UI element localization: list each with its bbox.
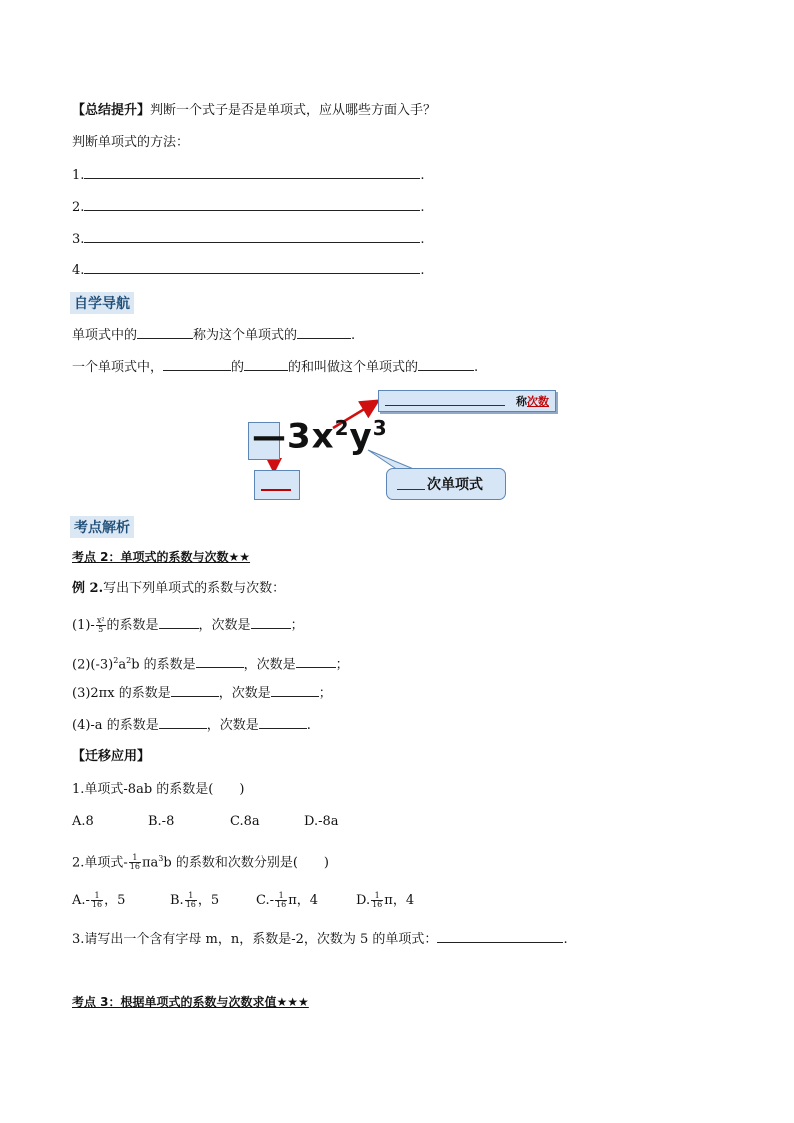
method-label: 判断单项式的方法：	[72, 135, 190, 150]
monomial-expression: $—3x^2y^3$	[252, 416, 388, 457]
self-study-heading: 自学导航	[70, 292, 134, 314]
method-item-4: 4. .	[72, 263, 425, 278]
question-2: $(2)(-3)^2a^2b$ 的系数是 ，次数是 ；	[72, 656, 349, 673]
method-item-3: 3. .	[72, 232, 425, 247]
transfer-tag: 【迁移应用】	[72, 749, 151, 764]
summary-question: 【总结提升】判断一个式子是否是单项式，应从哪些方面入手？	[72, 103, 437, 118]
transfer-q1-options: A.8 B.-8 C.8a D.-8a	[72, 814, 339, 829]
summary-tag: 【总结提升】	[72, 103, 151, 118]
transfer-question-1: 1.单项式-8ab 的系数是( )	[72, 782, 245, 797]
self-study-line-2: 一个单项式中， 的 的和叫做这个单项式的 .	[72, 360, 479, 375]
coefficient-answer-box	[254, 470, 300, 500]
degree-answer-box: 称次数	[378, 390, 556, 412]
method-item-2: 2. .	[72, 200, 425, 215]
transfer-question-3: 3.请写出一个含有字母 m，n，系数是-2，次数为 5 的单项式： .	[72, 932, 568, 947]
transfer-q2-options: A.- $\frac{1}{16}$ ，5 B. $\frac{1}{16}$ ，5 C.- $\frac{1}{16}$ π，4 D. $\frac{1}{16}$ π，4	[72, 891, 415, 909]
method-item-1: 1. .	[72, 168, 425, 183]
analysis-heading: 考点解析	[70, 516, 134, 538]
self-study-line-1: 单项式中的 称为这个单项式的 .	[72, 328, 356, 343]
point-3-title: 考点 3：根据单项式的系数与次数求值★★★	[72, 995, 309, 1009]
transfer-question-2: 2.单项式- $\frac{1}{16}$ $\pi a^3b$ 的系数和次数分别是( )	[72, 853, 329, 872]
degree-callout: 次单项式	[386, 468, 506, 500]
point-2-title: 考点 2：单项式的系数与次数★★	[72, 550, 251, 564]
question-4: (4)-a 的系数是 ，次数是 .	[72, 718, 311, 733]
example-2: 例 2.写出下列单项式的系数与次数：	[72, 581, 286, 596]
monomial-diagram	[248, 386, 558, 501]
question-3: (3)2πx 的系数是 ，次数是 ；	[72, 686, 332, 701]
question-1: (1)- $\frac{\text{x²}}{5}$ 的系数是 ，次数是 ；	[72, 616, 304, 634]
